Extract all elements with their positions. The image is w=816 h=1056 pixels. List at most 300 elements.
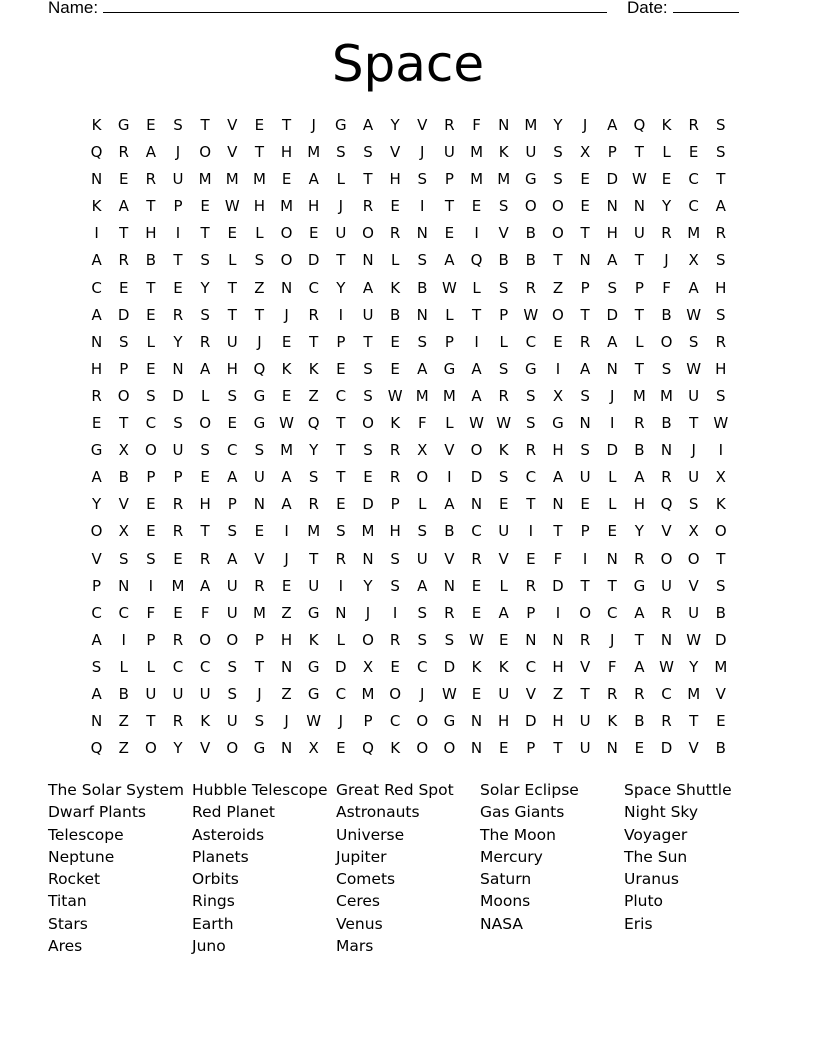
grid-letter[interactable]: A [227, 549, 238, 568]
grid-letter[interactable]: S [363, 143, 373, 162]
grid-letter[interactable]: M [198, 170, 212, 189]
grid-letter[interactable]: R [661, 712, 672, 731]
grid-letter[interactable]: N [90, 170, 103, 189]
grid-letter[interactable]: A [715, 197, 726, 216]
grid-letter[interactable]: Y [689, 657, 699, 676]
grid-letter[interactable]: U [253, 468, 265, 487]
grid-letter[interactable]: Y [91, 495, 102, 514]
grid-letter[interactable]: T [200, 522, 210, 541]
grid-letter[interactable]: J [338, 197, 344, 216]
grid-letter[interactable]: J [284, 305, 289, 324]
grid-letter[interactable]: L [336, 630, 346, 649]
grid-letter[interactable]: O [579, 603, 591, 622]
grid-letter[interactable]: N [280, 657, 293, 676]
grid-letter[interactable]: I [447, 468, 452, 487]
grid-letter[interactable]: B [118, 684, 129, 703]
grid-letter[interactable]: F [417, 414, 427, 433]
grid-letter[interactable]: J [610, 386, 615, 405]
grid-letter[interactable]: E [281, 576, 292, 595]
grid-letter[interactable]: T [553, 251, 563, 270]
grid-letter[interactable]: I [555, 603, 561, 622]
grid-letter[interactable]: V [254, 549, 265, 568]
grid-letter[interactable]: E [580, 495, 590, 514]
grid-letter[interactable]: M [252, 170, 266, 189]
grid-letter[interactable]: S [200, 441, 210, 460]
grid-letter[interactable]: T [580, 305, 590, 324]
grid-letter[interactable]: B [118, 468, 129, 487]
grid-letter[interactable]: R [118, 251, 129, 270]
grid-letter[interactable]: A [91, 251, 102, 270]
grid-letter[interactable]: M [307, 143, 321, 162]
grid-letter[interactable]: S [200, 305, 210, 324]
grid-letter[interactable]: I [338, 576, 344, 595]
grid-letter[interactable]: R [308, 495, 319, 514]
grid-letter[interactable]: S [417, 603, 428, 622]
grid-letter[interactable]: U [172, 684, 184, 703]
grid-letter[interactable]: A [281, 495, 292, 514]
grid-letter[interactable]: T [553, 522, 563, 541]
grid-letter[interactable]: O [552, 305, 564, 324]
grid-letter[interactable]: J [582, 116, 588, 134]
grid-letter[interactable]: N [525, 630, 537, 649]
grid-letter[interactable]: Y [309, 441, 319, 460]
grid-letter[interactable]: H [552, 657, 564, 676]
grid-letter[interactable]: N [90, 332, 103, 351]
grid-letter[interactable]: I [528, 522, 534, 541]
grid-letter[interactable]: E [716, 712, 726, 731]
grid-letter[interactable]: E [688, 143, 699, 162]
grid-letter[interactable]: O [687, 549, 700, 568]
grid-letter[interactable]: H [715, 359, 727, 378]
grid-letter[interactable]: P [363, 712, 373, 731]
grid-letter[interactable]: S [173, 116, 183, 134]
grid-letter[interactable]: E [336, 359, 346, 378]
grid-letter[interactable]: Y [336, 278, 346, 297]
grid-letter[interactable]: U [498, 522, 510, 541]
grid-letter[interactable]: O [90, 522, 103, 541]
grid-letter[interactable]: O [524, 197, 537, 216]
grid-letter[interactable]: V [579, 657, 591, 676]
grid-letter[interactable]: B [389, 305, 401, 324]
grid-letter[interactable]: R [579, 332, 591, 351]
grid-letter[interactable]: S [498, 359, 509, 378]
grid-letter[interactable]: G [443, 359, 456, 378]
grid-letter[interactable]: S [553, 170, 563, 189]
grid-letter[interactable]: X [688, 251, 699, 270]
grid-letter[interactable]: S [254, 251, 265, 270]
grid-letter[interactable]: T [580, 224, 590, 243]
grid-letter[interactable]: J [610, 630, 615, 649]
grid-letter[interactable]: T [689, 712, 699, 731]
grid-letter[interactable]: I [555, 359, 561, 378]
grid-letter[interactable]: M [361, 522, 375, 541]
grid-letter[interactable]: L [635, 332, 644, 351]
grid-letter[interactable]: X [552, 386, 564, 405]
grid-letter[interactable]: N [362, 251, 374, 270]
grid-letter[interactable]: A [634, 657, 645, 676]
grid-letter[interactable]: K [308, 359, 319, 378]
grid-letter[interactable]: M [361, 684, 375, 703]
grid-letter[interactable]: A [607, 332, 618, 351]
grid-letter[interactable]: R [199, 549, 211, 568]
grid-letter[interactable]: J [420, 684, 425, 703]
grid-letter[interactable]: T [634, 251, 644, 270]
grid-letter[interactable]: V [661, 522, 672, 541]
name-blank-line[interactable] [103, 0, 607, 13]
grid-letter[interactable]: Z [118, 739, 129, 758]
grid-letter[interactable]: T [634, 359, 644, 378]
grid-letter[interactable]: C [688, 197, 699, 216]
grid-letter[interactable]: K [281, 359, 292, 378]
grid-letter[interactable]: B [444, 522, 455, 541]
grid-letter[interactable]: S [417, 522, 428, 541]
grid-letter[interactable]: E [200, 197, 210, 216]
grid-letter[interactable]: Z [308, 386, 319, 405]
grid-letter[interactable]: G [443, 712, 456, 731]
grid-letter[interactable]: L [200, 386, 210, 405]
grid-letter[interactable]: U [525, 143, 537, 162]
grid-letter[interactable]: B [145, 251, 156, 270]
grid-letter[interactable]: S [580, 386, 590, 405]
grid-letter[interactable]: T [471, 305, 482, 324]
grid-letter[interactable]: A [498, 603, 509, 622]
grid-letter[interactable]: S [716, 305, 726, 324]
grid-letter[interactable]: A [200, 359, 211, 378]
grid-letter[interactable]: P [634, 278, 644, 297]
grid-letter[interactable]: G [335, 116, 347, 134]
grid-letter[interactable]: L [390, 251, 400, 270]
grid-letter[interactable]: E [336, 495, 346, 514]
grid-letter[interactable]: T [363, 170, 373, 189]
grid-letter[interactable]: T [119, 224, 129, 243]
grid-letter[interactable]: E [281, 386, 292, 405]
grid-letter[interactable]: K [91, 116, 102, 134]
grid-letter[interactable]: Y [553, 116, 563, 134]
grid-letter[interactable]: M [225, 170, 239, 189]
grid-letter[interactable]: R [688, 116, 699, 134]
grid-letter[interactable]: M [442, 386, 456, 405]
grid-letter[interactable]: W [441, 278, 457, 297]
grid-letter[interactable]: R [579, 630, 591, 649]
grid-letter[interactable]: E [471, 684, 482, 703]
grid-letter[interactable]: S [716, 143, 726, 162]
grid-letter[interactable]: M [280, 197, 294, 216]
grid-letter[interactable]: E [471, 603, 482, 622]
grid-letter[interactable]: E [580, 170, 590, 189]
grid-letter[interactable]: M [632, 386, 646, 405]
grid-letter[interactable]: O [280, 224, 293, 243]
grid-letter[interactable]: L [418, 495, 427, 514]
grid-letter[interactable]: W [279, 414, 294, 433]
grid-letter[interactable]: U [226, 603, 238, 622]
grid-letter[interactable]: S [227, 657, 238, 676]
grid-letter[interactable]: N [253, 495, 266, 514]
grid-letter[interactable]: Q [633, 116, 646, 134]
grid-letter[interactable]: S [118, 549, 129, 568]
grid-letter[interactable]: S [417, 630, 428, 649]
grid-letter[interactable]: L [472, 278, 481, 297]
grid-letter[interactable]: L [228, 251, 237, 270]
grid-letter[interactable]: O [199, 414, 212, 433]
grid-letter[interactable]: J [284, 549, 289, 568]
grid-letter[interactable]: J [257, 684, 262, 703]
grid-letter[interactable]: E [173, 278, 183, 297]
grid-letter[interactable]: C [172, 657, 184, 676]
grid-letter[interactable]: L [146, 657, 156, 676]
grid-letter[interactable]: R [389, 468, 401, 487]
grid-letter[interactable]: X [118, 441, 129, 460]
grid-letter[interactable]: L [662, 143, 671, 162]
grid-letter[interactable]: K [498, 441, 509, 460]
grid-letter[interactable]: J [338, 712, 344, 731]
grid-letter[interactable]: Z [254, 278, 265, 297]
grid-letter[interactable]: C [389, 712, 401, 731]
grid-letter[interactable]: N [90, 712, 103, 731]
grid-letter[interactable]: I [420, 197, 425, 216]
grid-letter[interactable]: C [525, 468, 537, 487]
grid-letter[interactable]: E [200, 468, 210, 487]
grid-letter[interactable]: W [686, 359, 702, 378]
grid-letter[interactable]: P [526, 603, 536, 622]
grid-letter[interactable]: O [714, 522, 727, 541]
grid-letter[interactable]: V [444, 441, 455, 460]
grid-letter[interactable]: S [580, 441, 590, 460]
grid-letter[interactable]: C [607, 603, 618, 622]
grid-letter[interactable]: S [118, 332, 129, 351]
grid-letter[interactable]: R [525, 441, 537, 460]
grid-letter[interactable]: R [362, 197, 374, 216]
grid-letter[interactable]: O [199, 143, 212, 162]
grid-letter[interactable]: J [257, 332, 262, 351]
grid-letter[interactable]: E [634, 739, 645, 758]
grid-letter[interactable]: T [146, 712, 156, 731]
grid-letter[interactable]: E [363, 468, 373, 487]
grid-letter[interactable]: M [687, 684, 701, 703]
grid-letter[interactable]: P [119, 359, 129, 378]
grid-letter[interactable]: X [417, 441, 428, 460]
grid-letter[interactable]: G [525, 170, 537, 189]
grid-letter[interactable]: U [226, 576, 238, 595]
grid-letter[interactable]: R [471, 549, 482, 568]
grid-letter[interactable]: S [498, 197, 509, 216]
grid-letter[interactable]: D [660, 739, 673, 758]
grid-letter[interactable]: C [91, 278, 102, 297]
grid-letter[interactable]: R [661, 224, 672, 243]
grid-letter[interactable]: N [118, 576, 130, 595]
grid-letter[interactable]: V [525, 684, 536, 703]
grid-letter[interactable]: A [91, 684, 102, 703]
grid-letter[interactable]: E [390, 657, 400, 676]
grid-letter[interactable]: P [580, 278, 590, 297]
grid-letter[interactable]: K [91, 197, 102, 216]
grid-letter[interactable]: G [117, 116, 130, 134]
grid-letter[interactable]: I [338, 305, 344, 324]
grid-letter[interactable]: A [634, 603, 645, 622]
grid-letter[interactable]: X [579, 143, 591, 162]
grid-letter[interactable]: C [525, 657, 537, 676]
grid-letter[interactable]: E [254, 522, 265, 541]
grid-letter[interactable]: R [91, 386, 102, 405]
grid-letter[interactable]: E [498, 739, 509, 758]
grid-letter[interactable]: U [226, 332, 238, 351]
grid-letter[interactable]: E [390, 332, 400, 351]
grid-letter[interactable]: S [716, 576, 726, 595]
grid-letter[interactable]: R [661, 603, 672, 622]
grid-letter[interactable]: K [200, 712, 211, 731]
grid-letter[interactable]: M [714, 657, 728, 676]
grid-letter[interactable]: N [606, 359, 618, 378]
grid-letter[interactable]: U [172, 441, 184, 460]
grid-letter[interactable]: Z [281, 684, 292, 703]
grid-letter[interactable]: E [498, 630, 509, 649]
grid-letter[interactable]: R [335, 549, 347, 568]
grid-letter[interactable]: Z [281, 603, 292, 622]
grid-letter[interactable]: T [227, 305, 237, 324]
grid-letter[interactable]: Y [634, 522, 644, 541]
grid-letter[interactable]: V [498, 224, 509, 243]
grid-letter[interactable]: M [687, 224, 701, 243]
grid-letter[interactable]: Q [253, 359, 266, 378]
grid-letter[interactable]: I [392, 603, 398, 622]
grid-letter[interactable]: E [146, 116, 156, 134]
grid-letter[interactable]: E [146, 359, 156, 378]
grid-letter[interactable]: U [498, 684, 510, 703]
grid-letter[interactable]: T [526, 495, 536, 514]
grid-letter[interactable]: E [146, 495, 156, 514]
grid-letter[interactable]: T [716, 170, 726, 189]
grid-letter[interactable]: K [498, 143, 509, 162]
grid-letter[interactable]: N [280, 739, 293, 758]
grid-letter[interactable]: B [634, 441, 645, 460]
grid-letter[interactable]: M [470, 143, 484, 162]
grid-letter[interactable]: V [498, 549, 509, 568]
grid-letter[interactable]: N [498, 116, 510, 134]
grid-letter[interactable]: R [308, 305, 319, 324]
grid-letter[interactable]: L [146, 332, 156, 351]
grid-letter[interactable]: U [688, 386, 700, 405]
grid-letter[interactable]: W [469, 630, 484, 649]
grid-letter[interactable]: E [553, 332, 563, 351]
grid-letter[interactable]: T [634, 630, 644, 649]
grid-letter[interactable]: F [472, 116, 481, 134]
grid-letter[interactable]: K [661, 116, 672, 134]
grid-letter[interactable]: I [582, 549, 588, 568]
grid-letter[interactable]: I [121, 630, 126, 649]
grid-letter[interactable]: S [336, 143, 346, 162]
grid-letter[interactable]: I [148, 576, 154, 595]
grid-letter[interactable]: G [253, 414, 266, 433]
grid-letter[interactable]: G [525, 359, 537, 378]
grid-letter[interactable]: M [252, 603, 266, 622]
grid-letter[interactable]: S [688, 495, 699, 514]
grid-letter[interactable]: R [389, 441, 401, 460]
grid-letter[interactable]: R [444, 116, 455, 134]
grid-letter[interactable]: S [444, 630, 455, 649]
grid-letter[interactable]: T [716, 549, 726, 568]
grid-letter[interactable]: D [307, 251, 320, 270]
grid-letter[interactable]: M [524, 116, 538, 134]
grid-letter[interactable]: C [308, 278, 319, 297]
grid-letter[interactable]: R [199, 332, 211, 351]
grid-letter[interactable]: A [471, 386, 482, 405]
grid-letter[interactable]: Q [90, 143, 103, 162]
grid-letter[interactable]: R [254, 576, 265, 595]
grid-letter[interactable]: A [607, 251, 618, 270]
grid-letter[interactable]: S [417, 251, 428, 270]
grid-letter[interactable]: N [633, 197, 645, 216]
grid-letter[interactable]: X [118, 522, 129, 541]
grid-letter[interactable]: W [523, 305, 539, 324]
grid-letter[interactable]: D [525, 712, 537, 731]
grid-letter[interactable]: S [254, 712, 265, 731]
grid-letter[interactable]: K [471, 657, 482, 676]
grid-letter[interactable]: T [336, 251, 346, 270]
grid-letter[interactable]: R [118, 143, 129, 162]
grid-letter[interactable]: P [227, 495, 237, 514]
grid-letter[interactable]: E [118, 170, 129, 189]
grid-letter[interactable]: S [417, 170, 428, 189]
grid-letter[interactable]: E [254, 116, 265, 134]
grid-letter[interactable]: C [227, 441, 238, 460]
grid-letter[interactable]: T [580, 684, 590, 703]
grid-letter[interactable]: S [227, 522, 238, 541]
grid-letter[interactable]: P [146, 468, 156, 487]
grid-letter[interactable]: W [496, 414, 512, 433]
grid-letter[interactable]: R [715, 224, 727, 243]
grid-letter[interactable]: U [362, 305, 374, 324]
grid-letter[interactable]: O [226, 630, 239, 649]
grid-letter[interactable]: V [227, 143, 238, 162]
grid-letter[interactable]: A [200, 576, 211, 595]
grid-letter[interactable]: A [118, 197, 129, 216]
grid-letter[interactable]: T [309, 332, 319, 351]
grid-letter[interactable]: G [633, 576, 646, 595]
grid-letter[interactable]: N [660, 630, 673, 649]
grid-letter[interactable]: Y [390, 116, 400, 134]
grid-letter[interactable]: C [199, 657, 211, 676]
grid-letter[interactable]: N [362, 549, 374, 568]
grid-letter[interactable]: U [172, 170, 184, 189]
grid-letter[interactable]: B [525, 251, 536, 270]
grid-letter[interactable]: C [335, 386, 347, 405]
grid-letter[interactable]: H [552, 712, 564, 731]
grid-letter[interactable]: P [607, 143, 617, 162]
grid-letter[interactable]: L [336, 170, 346, 189]
grid-letter[interactable]: R [172, 522, 184, 541]
grid-letter[interactable]: N [552, 495, 564, 514]
grid-letter[interactable]: C [91, 603, 102, 622]
grid-letter[interactable]: N [470, 739, 483, 758]
grid-letter[interactable]: L [499, 332, 508, 351]
grid-letter[interactable]: Y [173, 739, 183, 758]
grid-letter[interactable]: P [173, 468, 183, 487]
grid-letter[interactable]: V [688, 576, 699, 595]
grid-letter[interactable]: U [308, 576, 320, 595]
grid-letter[interactable]: A [444, 251, 455, 270]
grid-letter[interactable]: E [146, 522, 156, 541]
grid-letter[interactable]: J [284, 712, 289, 731]
grid-letter[interactable]: T [146, 278, 156, 297]
grid-letter[interactable]: A [281, 468, 292, 487]
grid-letter[interactable]: L [499, 576, 508, 595]
grid-letter[interactable]: N [416, 305, 428, 324]
grid-letter[interactable]: V [227, 116, 238, 134]
grid-letter[interactable]: U [661, 576, 673, 595]
grid-letter[interactable]: R [715, 332, 727, 351]
grid-letter[interactable]: L [255, 224, 264, 243]
grid-letter[interactable]: V [688, 739, 699, 758]
grid-letter[interactable]: O [226, 739, 239, 758]
